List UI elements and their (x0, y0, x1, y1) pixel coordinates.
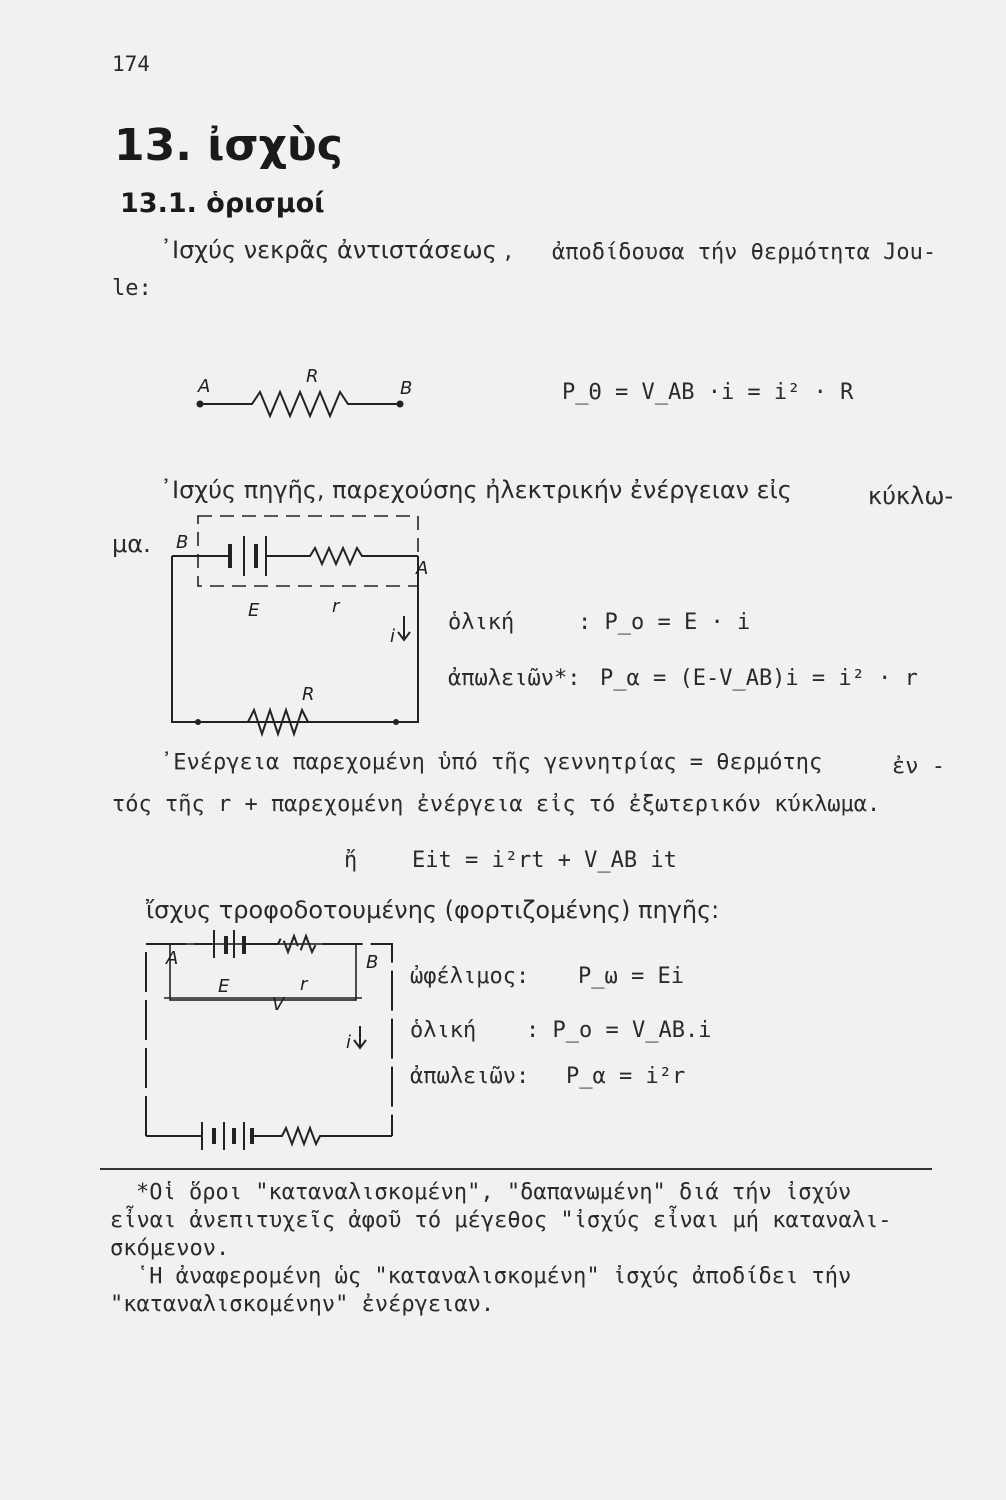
fig3-row3-label: ἀπωλειῶν: (410, 1064, 530, 1089)
p1-line1-start: ᾿Ισχύς νεκρᾶς ἀντιστάσεως , (160, 236, 512, 264)
fig2-label-i: i (390, 626, 396, 647)
label-r: R (306, 366, 319, 387)
fig2-label-load-r: R (302, 684, 315, 705)
figure-source-circuit (160, 508, 440, 738)
fig3-row1-formula: P_ω = Ei (578, 964, 684, 989)
terminal-box (170, 944, 356, 1000)
footnote-line5: "καταναλισκομένην" ἐνέργειαν. (110, 1292, 495, 1317)
p2-line1-start: ᾿Ισχύς πηγῆς, παρεχούσης ἠλεκτρικήν ἐνέργειαν εἰς (160, 476, 792, 504)
fig3-label-v: V (272, 994, 285, 1015)
outer-left (146, 944, 212, 1136)
p1-line2: le: (112, 276, 152, 301)
fig2-label-b: B (176, 532, 189, 553)
p2-line2: μα. (112, 530, 151, 558)
footnote-line2: εἶναι ἀνεπιτυχεῖς ἀφοῦ τό μέγεθος "ἰσχύς εἶναι μή καταναλι- (110, 1208, 892, 1233)
footnote-line3: σκόμενον. (110, 1236, 230, 1261)
formula-joule: P_Θ = V_AB ·i = i² · R (562, 380, 854, 405)
ext-resistor (252, 1128, 392, 1144)
footnote-rule (100, 1168, 932, 1170)
page-number: 174 (112, 52, 150, 76)
p1-line1-end: ἀποδίδουσα τήν θερμότητα Jou- (552, 240, 937, 265)
fig2-row1-label: ὁλική (448, 610, 515, 635)
terminal-b (397, 401, 404, 408)
charging-source-heading: ἴσχυς τροφοδοτουμένης (φορτιζομένης) πηγῆς: (146, 896, 720, 924)
energy-equation: Eit = i²rt + V_AB it (412, 848, 677, 873)
figure-resistor (190, 360, 430, 420)
fig2-label-a: A (416, 558, 429, 579)
label-a: A (198, 376, 211, 397)
fig2-label-e: E (248, 600, 260, 621)
fig3-row2-label: ὁλική (410, 1018, 477, 1043)
chapter-title: 13. ἰσχὺς (114, 120, 343, 171)
figure-charging-circuit (130, 930, 410, 1150)
label-b: B (400, 378, 413, 399)
terminal-a (197, 401, 204, 408)
fig3-row2-formula: : P_o = V_AB.i (526, 1018, 712, 1043)
equation-prefix: ἤ (344, 848, 358, 873)
fig3-row3-formula: P_α = i²r (566, 1064, 686, 1089)
fig2-row2-label: ἀπωλειῶν*: (448, 666, 581, 691)
footnote-line4: ῾Η ἀναφερομένη ὡς "καταναλισκομένη" ἰσχύς ἀποδίδει τήν (136, 1264, 852, 1289)
external-circuit (172, 556, 418, 722)
internal-resistance (266, 548, 418, 564)
fig3-label-r: r (300, 974, 308, 995)
footnote-line1: *Οἱ ὅροι "καταναλισκομένη", "δαπανωμένη" διά τήν ἰσχύν (136, 1180, 852, 1205)
p3-line2: τός τῆς r + παρεχομένη ἐνέργεια εἰς τό ἐξωτερικόν κύκλωμα. (112, 792, 881, 817)
fig3-label-b: B (366, 952, 379, 973)
fig3-label-i: i (346, 1032, 352, 1053)
fig2-row2-formula: P_α = (E-V_AB)i = i² · r (600, 666, 918, 691)
section-title: 13.1. ὁρισμοί (120, 188, 325, 219)
fig3-label-a: A (166, 948, 179, 969)
p2-line1-end: κύκλω- (868, 482, 954, 510)
fig2-label-r: r (332, 596, 340, 617)
fig3-row1-label: ὠφέλιμος: (410, 964, 530, 989)
fig2-row1-formula: : P_o = E · i (578, 610, 751, 635)
p3-line1-end: ἐν - (892, 754, 945, 779)
resistor-symbol (200, 392, 400, 416)
fig3-label-e: E (218, 976, 230, 997)
p3-line1-start: ᾿Ενέργεια παρεχομένη ὑπό τῆς γεννητρίας = θερμότης (160, 750, 823, 775)
